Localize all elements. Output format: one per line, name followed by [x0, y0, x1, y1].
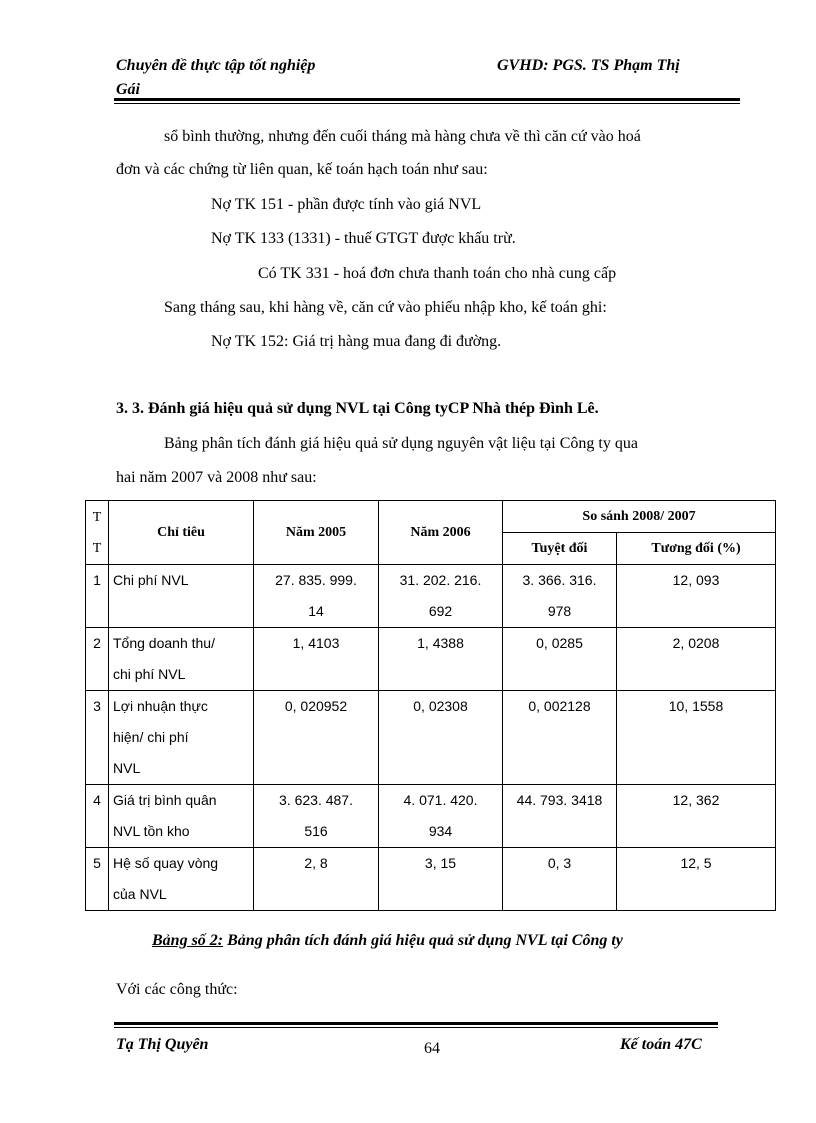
header-indicator: Chỉ tiêu — [109, 501, 254, 565]
paragraph-2: Sang tháng sau, khi hàng về, căn cứ vào phiếu nhập kho, kế toán ghi: — [164, 299, 607, 316]
table-row — [86, 785, 776, 848]
cell-relative — [617, 848, 776, 911]
header-rule-thick — [114, 98, 740, 101]
table-caption-text: Bảng phân tích đánh giá hiệu quả sử dụng NVL tại Công ty — [223, 932, 623, 949]
cell-year-1 — [254, 628, 379, 691]
cell-absolute — [503, 691, 617, 785]
cell-relative — [617, 628, 776, 691]
cell-year-2-line: 31. 202. 216. — [399, 572, 482, 588]
cell-absolute — [503, 848, 617, 911]
cell-indicator — [109, 691, 254, 785]
cell-indicator-line: Giá trị bình quân — [113, 792, 217, 808]
cell-absolute-line: 44. 793. 3418 — [516, 792, 603, 808]
cell-tt — [86, 565, 109, 628]
cell-year-2-line: 1, 4388 — [417, 635, 464, 651]
cell-indicator-line: chi phí NVL — [113, 666, 186, 682]
cell-relative — [617, 691, 776, 785]
cell-year-2 — [379, 691, 503, 785]
cell-indicator-line: Lợi nhuận thực — [113, 698, 208, 714]
cell-absolute — [503, 785, 617, 848]
header-supervisor-continuation: Gái — [116, 81, 140, 98]
cell-indicator-line: hiện/ chi phí — [113, 729, 189, 745]
journal-entry-2: Nợ TK 133 (1331) - thuế GTGT được khấu trừ. — [211, 230, 516, 247]
cell-indicator-line: của NVL — [113, 886, 167, 902]
cell-indicator — [109, 848, 254, 911]
cell-tt — [86, 785, 109, 848]
header-tt-line-1: T — [92, 509, 102, 525]
cell-relative-line: 12, 362 — [672, 792, 720, 808]
cell-tt-line: 1 — [93, 572, 101, 588]
cell-indicator — [109, 785, 254, 848]
cell-tt — [86, 628, 109, 691]
cell-absolute-line: 3. 366. 316. — [522, 572, 597, 588]
cell-tt-line: 4 — [93, 792, 101, 808]
cell-relative-line: 12, 093 — [672, 572, 720, 588]
table-row — [86, 565, 776, 628]
paragraph-3-line-2: hai năm 2007 và 2008 như sau: — [116, 469, 317, 486]
table-row — [86, 848, 776, 911]
header-rule-thin — [114, 103, 740, 104]
cell-indicator-line: Chi phí NVL — [113, 572, 189, 588]
header-tt — [86, 501, 109, 565]
footer-rule-thin — [114, 1027, 718, 1028]
cell-tt — [86, 691, 109, 785]
cell-year-2-line: 692 — [428, 603, 453, 619]
cell-year-2 — [379, 785, 503, 848]
cell-absolute-line: 0, 002128 — [528, 698, 591, 714]
cell-year-2-line: 0, 02308 — [413, 698, 468, 714]
cell-indicator-line: NVL — [113, 760, 141, 776]
cell-relative — [617, 565, 776, 628]
table-caption-label: Bảng số 2: — [152, 932, 224, 949]
header-comparison: So sánh 2008/ 2007 — [503, 501, 776, 533]
header-relative: Tương đối (%) — [617, 533, 776, 565]
cell-year-2 — [379, 628, 503, 691]
cell-tt-line: 3 — [93, 698, 101, 714]
cell-year-2-line: 3, 15 — [424, 855, 457, 871]
efficiency-analysis-table — [85, 500, 776, 911]
header-thesis-title: Chuyên đề thực tập tốt nghiệp — [116, 57, 316, 74]
journal-entry-4: Nợ TK 152: Giá trị hàng mua đang đi đường. — [211, 333, 502, 350]
cell-relative-line: 2, 0208 — [672, 635, 720, 651]
paragraph-1-line-1: sổ bình thường, nhưng đến cuối tháng mà hàng chưa về thì căn cứ vào hoá — [164, 128, 641, 145]
cell-relative-line: 10, 1558 — [668, 698, 724, 714]
cell-year-1-line: 0, 020952 — [284, 698, 348, 714]
cell-absolute-line: 0, 0285 — [536, 635, 583, 651]
cell-year-1-line: 27. 835. 999. — [275, 572, 357, 588]
footer-class: Kế toán 47C — [620, 1036, 702, 1053]
cell-relative-line: 12, 5 — [680, 855, 712, 871]
cell-relative — [617, 785, 776, 848]
cell-absolute-line: 0, 3 — [547, 855, 572, 871]
cell-absolute — [503, 565, 617, 628]
formula-intro: Với các công thức: — [116, 981, 238, 998]
cell-indicator-line: NVL tồn kho — [113, 823, 190, 839]
cell-year-2 — [379, 848, 503, 911]
section-heading: 3. 3. Đánh giá hiệu quả sử dụng NVL tại Công tyCP Nhà thép Đình Lê. — [116, 400, 599, 417]
cell-year-1-line: 2, 8 — [304, 855, 328, 871]
header-absolute: Tuyệt đối — [503, 533, 617, 565]
cell-year-2-line: 4. 071. 420. — [403, 792, 478, 808]
cell-indicator-line: Tổng doanh thu/ — [113, 635, 215, 651]
header-supervisor: GVHD: PGS. TS Phạm Thị — [497, 57, 680, 74]
cell-year-1 — [254, 848, 379, 911]
footer-author: Tạ Thị Quyên — [116, 1036, 209, 1053]
cell-indicator — [109, 565, 254, 628]
cell-indicator-line: Hệ số quay vòng — [113, 855, 219, 871]
cell-indicator — [109, 628, 254, 691]
cell-year-2-line: 934 — [428, 823, 453, 839]
header-left — [116, 54, 315, 102]
cell-absolute — [503, 628, 617, 691]
cell-year-1-line: 516 — [304, 823, 328, 839]
table-row — [86, 691, 776, 785]
cell-absolute-line: 978 — [547, 603, 572, 619]
cell-year-1 — [254, 785, 379, 848]
cell-year-2 — [379, 565, 503, 628]
cell-year-1-line: 14 — [308, 603, 324, 619]
table-row — [86, 628, 776, 691]
header-year-1: Năm 2005 — [254, 501, 379, 565]
cell-tt-line: 2 — [93, 635, 101, 651]
footer-rule-thick — [114, 1022, 718, 1025]
header-year-2: Năm 2006 — [379, 501, 503, 565]
journal-entry-3: Có TK 331 - hoá đơn chưa thanh toán cho nhà cung cấp — [258, 265, 617, 282]
cell-year-1 — [254, 691, 379, 785]
journal-entry-1: Nợ TK 151 - phần được tính vào giá NVL — [211, 196, 482, 213]
table-caption — [152, 932, 623, 950]
cell-year-1 — [254, 565, 379, 628]
cell-year-1-line: 3. 623. 487. — [279, 792, 353, 808]
cell-tt-line: 5 — [93, 855, 101, 871]
paragraph-3-line-1: Bảng phân tích đánh giá hiệu quả sử dụng nguyên vật liệu tại Công ty qua — [164, 435, 638, 452]
paragraph-1-line-2: đơn và các chứng từ liên quan, kế toán hạch toán như sau: — [116, 161, 488, 178]
cell-year-1-line: 1, 4103 — [292, 635, 340, 651]
page-number: 64 — [424, 1040, 440, 1057]
cell-tt — [86, 848, 109, 911]
header-tt-line-2: T — [92, 540, 102, 556]
